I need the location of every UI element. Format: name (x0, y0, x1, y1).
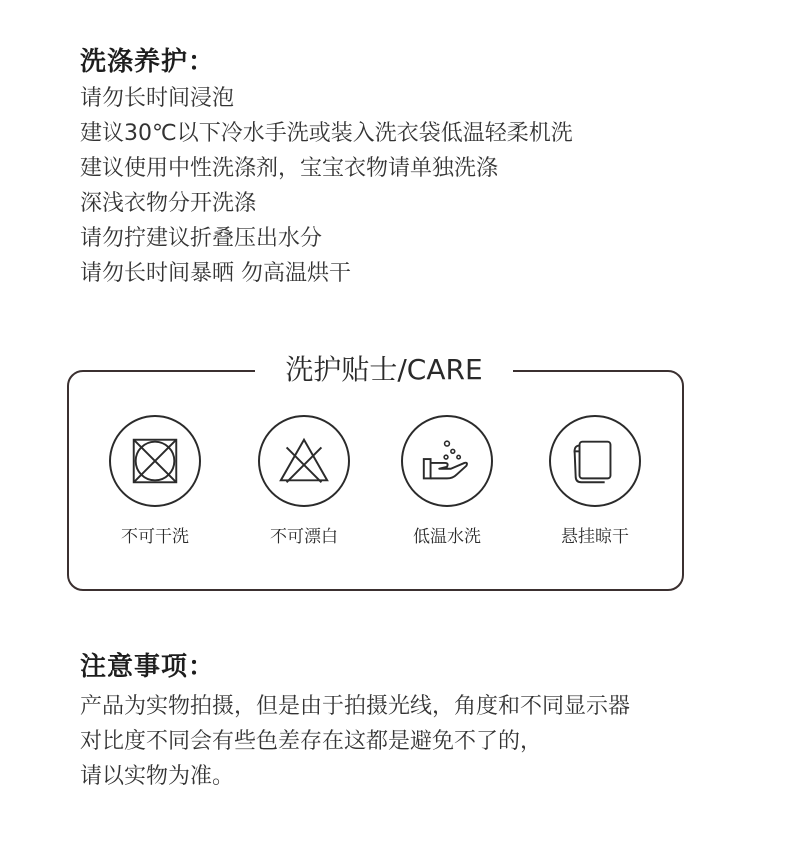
washing-instruction: 建议使用中性洗涤剂，宝宝衣物请单独洗涤 (80, 156, 499, 181)
hang-dry-icon (566, 432, 624, 490)
washing-instruction: 建议30℃以下冷水手洗或装入洗衣袋低温轻柔机洗 (80, 121, 573, 146)
care-item-low-temp-wash (397, 415, 497, 548)
icon-circle (109, 415, 201, 507)
washing-care-section (80, 46, 573, 291)
washing-instruction: 请勿长时间浸泡 (80, 86, 235, 111)
care-item-label: 低温水洗 (413, 527, 481, 547)
notice-section (80, 651, 630, 794)
notice-text (80, 689, 630, 794)
care-item-label: 悬挂晾干 (561, 527, 629, 547)
care-item-no-bleach (254, 415, 354, 548)
care-item-label: 不可漂白 (270, 527, 338, 547)
care-item-hang-dry (545, 415, 645, 548)
no-dry-clean-icon (126, 432, 184, 490)
notice-line: 产品为实物拍摄，但是由于拍摄光线，角度和不同显示器 (80, 694, 631, 719)
washing-instruction: 请勿长时间暴晒 勿高温烘干 (80, 261, 351, 286)
washing-instruction: 深浅衣物分开洗涤 (80, 191, 257, 216)
care-tips-title: 洗护贴士/CARE (255, 350, 513, 390)
care-item-no-dry-clean (105, 415, 205, 548)
notice-title: 注意事项： (80, 652, 216, 682)
icon-circle (258, 415, 350, 507)
washing-care-title: 洗涤养护： (80, 47, 216, 77)
notice-line: 请以实物为准。 (80, 764, 235, 789)
care-item-label: 不可干洗 (121, 527, 189, 547)
low-temp-wash-icon (418, 432, 476, 490)
icon-circle (549, 415, 641, 507)
washing-instruction: 请勿拧建议折叠压出水分 (80, 226, 323, 251)
notice-line: 对比度不同会有些色差存在这都是避免不了的， (80, 729, 543, 754)
no-bleach-icon (275, 432, 333, 490)
icon-circle (401, 415, 493, 507)
washing-care-list (80, 81, 573, 291)
